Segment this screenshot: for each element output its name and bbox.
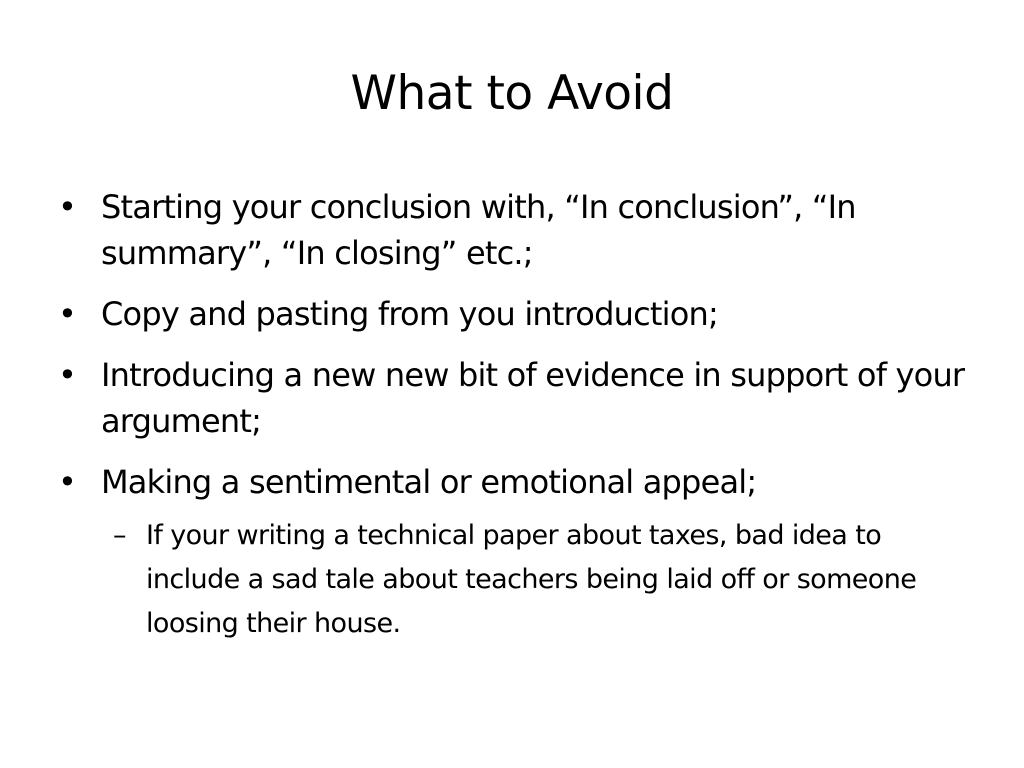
bullet-icon: • — [58, 463, 77, 501]
sub-bullet-item — [58, 514, 946, 646]
bullet-item — [58, 184, 978, 276]
bullet-icon: • — [58, 295, 77, 333]
bullet-item — [58, 291, 978, 337]
bullet-icon: • — [58, 356, 77, 394]
dash-icon: – — [113, 520, 126, 551]
bullet-text: Starting your conclusion with, “In conclusion”, “In summary”, “In closing” etc.; — [101, 188, 856, 272]
bullet-item — [58, 459, 978, 505]
bullet-text: Copy and pasting from you introduction; — [101, 295, 718, 333]
slide-title: What to Avoid — [350, 66, 674, 121]
bullet-icon: • — [58, 188, 77, 226]
sub-bullet-text: If your writing a technical paper about taxes, bad idea to include a sad tale about teachers being laid off or someone loosing their house. — [146, 520, 917, 639]
slide-body — [58, 184, 978, 646]
bullet-text: Making a sentimental or emotional appeal; — [101, 463, 757, 501]
bullet-item — [58, 352, 978, 444]
bullet-text: Introducing a new new bit of evidence in support of your argument; — [101, 356, 965, 440]
